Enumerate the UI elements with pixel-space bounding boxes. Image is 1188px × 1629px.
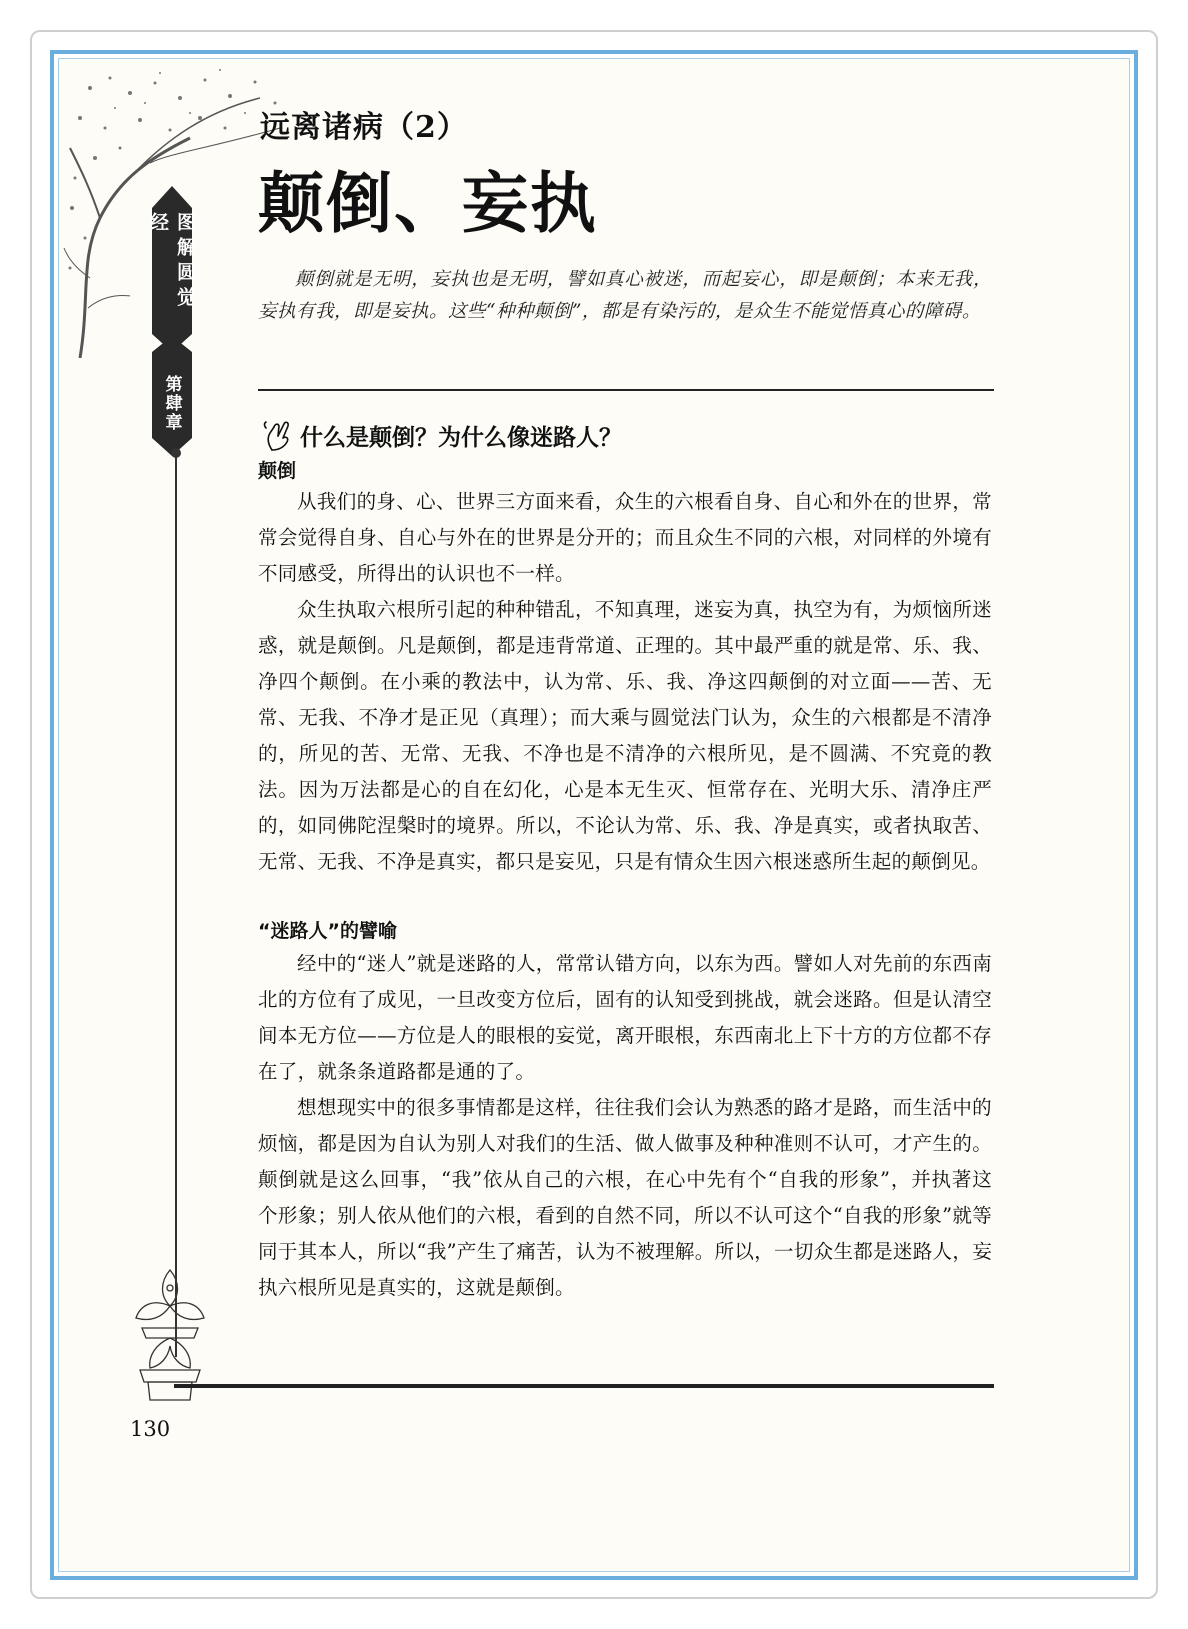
body-paragraph: 经中的“迷人”就是迷路的人，常常认错方向，以东为西。譬如人对先前的东西南北的方位有了成见，一旦改变方位后，固有的认知受到挑战，就会迷路。但是认清空间本无方位——方位是人的眼根的妄觉，离开眼根，东西南北上下十方的方位都不存在了，就条条道路都是通的了。 <box>258 952 992 1083</box>
intro-paragraph: 颠倒就是无明，妄执也是无明，譬如真心被迷，而起妄心，即是颠倒；本来无我，妄执有我，即是妄执。这些“种种颠倒”，都是有染污的，是众生不能觉悟真心的障碍。 <box>258 269 992 322</box>
side-line <box>175 452 177 1357</box>
body-paragraph: 想想现实中的很多事情都是这样，往往我们会认为熟悉的路才是路，而生活中的烦恼，都是因为自认为别人对我们的生活、做人做事及种种准则不认可，才产生的。颠倒就是这么回事，“我”依从自己的六根，在心中先有个“自我的形象”，并执著这个形象；别人依从他们的六根，看到的自然不同，所以不认可这个“自我的形象”就等同于其本人，所以“我”产生了痛苦，认为不被理解。所以，一切众生都是迷路人，妄执六根所见是真实的，这就是颠倒。 <box>258 1096 992 1299</box>
body-block-1 <box>258 484 992 880</box>
side-tab-chapter: 第肆章 <box>161 374 182 432</box>
hand-icon <box>262 418 294 452</box>
page-subtitle: 远离诸病（2） <box>260 110 468 145</box>
body-block-2 <box>258 946 992 1306</box>
page-title: 颠倒、妄执 <box>258 164 598 242</box>
body-paragraph: 众生执取六根所引起的种种错乱，不知真理，迷妄为真，执空为有，为烦恼所迷惑，就是颠倒。凡是颠倒，都是违背常道、正理的。其中最严重的就是常、乐、我、净四个颠倒。在小乘的教法中，认为常、乐、我、净这四颠倒的对立面——苦、无常、无我、不净才是正见（真理）；而大乘与圆觉法门认为，众生的六根都是不清净的，所见的苦、无常、无我、不净也是不清净的六根所见，是不圆满、不究竟的教法。因为万法都是心的自在幻化，心是本无生灭、恒常存在、光明大乐、清净庄严的，如同佛陀涅槃时的境界。所以，不论认为常、乐、我、净是真实，或者执取苦、无常、无我、不净是真实，都只是妄见，只是有情众生因六根迷惑所生起的颠倒见。 <box>258 598 992 873</box>
section-heading: 什么是颠倒？为什么像迷路人？ <box>300 424 622 451</box>
page-number: 130 <box>130 1417 171 1441</box>
side-tab-series: 图解圆觉经 <box>147 212 196 312</box>
subheading-milu: “迷路人”的譬喻 <box>258 920 397 942</box>
subheading-diandao: 颠倒 <box>258 460 297 482</box>
divider-bottom <box>174 1384 994 1388</box>
divider-top <box>258 389 994 391</box>
side-tab <box>147 186 196 536</box>
section-heading-row <box>262 418 622 452</box>
body-paragraph: 从我们的身、心、世界三方面来看，众生的六根看自身、自心和外在的世界，常常会觉得自身、自心与外在的世界是分开的；而且众生不同的六根，对同样的外境有不同感受，所得出的认识也不一样。 <box>258 490 992 585</box>
